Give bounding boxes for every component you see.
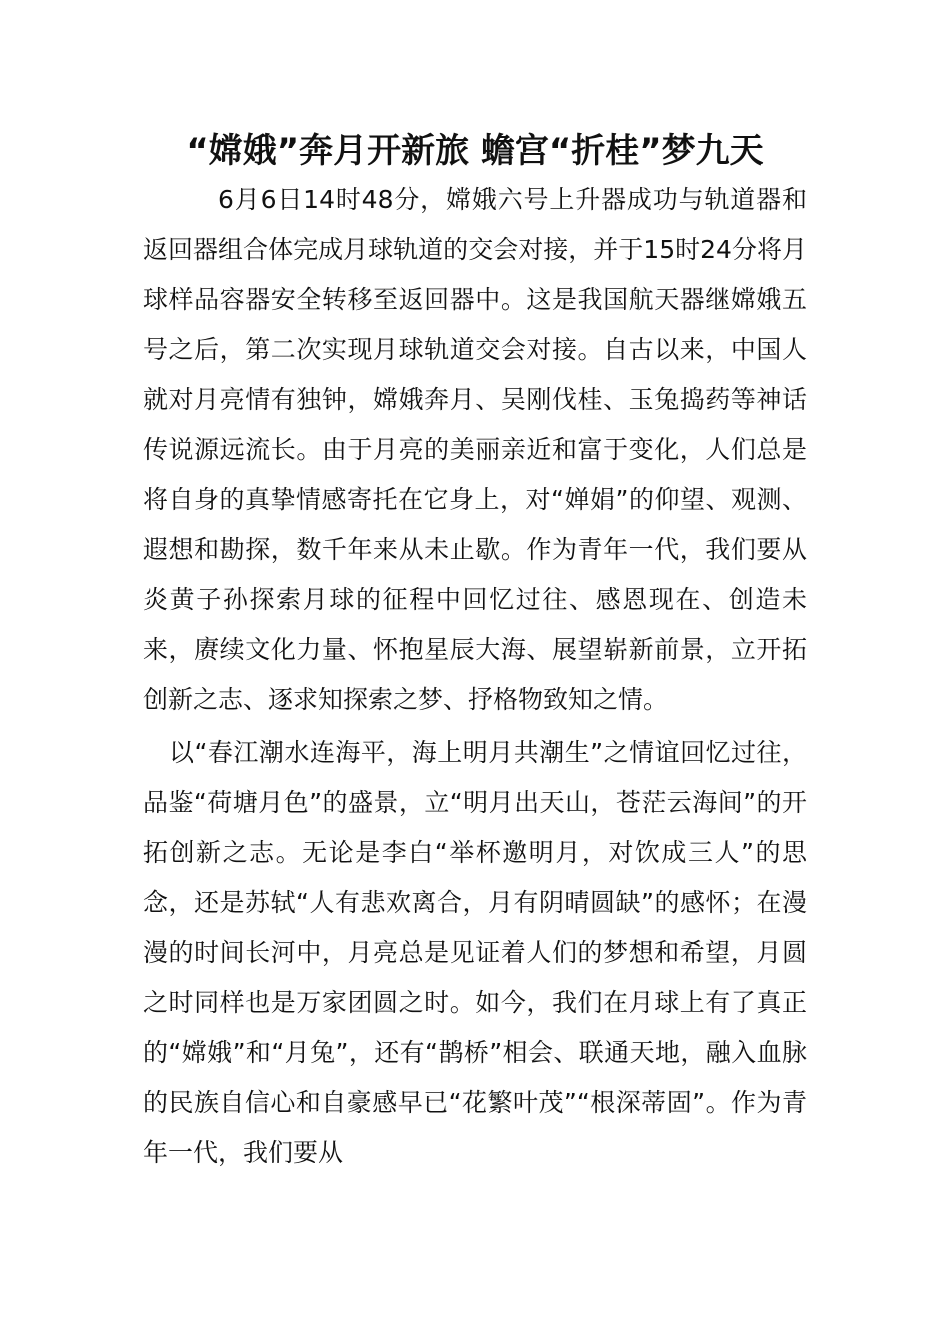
document-title: “嫦娥”奔月开新旅 蟾宫“折桂”梦九天 <box>186 131 764 171</box>
paragraph-1: 6月6日14时48分，嫦娥六号上升器成功与轨道器和返回器组合体完成月球轨道的交会对接，并于15时24分将月球样品容器安全转移至返回器中。这是我国航天器继嫦娥五号之后，第二次实现月球轨道交会对接。自古以来，中国人就对月亮情有独钟，嫦娥奔月、吴刚伐桂、玉兔捣药等神话传说源远流长。由于月亮的美丽亲近和富于变化，人们总是将自身的真挚情感寄托在它身上，对“婵娟”的仰望、观测、遐想和勘探，数千年来从未止歇。作为青年一代，我们要从炎黄子孙探索月球的征程中回忆过往、感恩现在、创造未来，赓续文化力量、怀抱星辰大海、展望崭新前景，立开拓创新之志、逐求知探索之梦、抒格物致知之情。 <box>143 185 807 714</box>
document-body <box>143 175 807 1178</box>
paragraph-2: 以“春江潮水连海平，海上明月共潮生”之情谊回忆过往，品鉴“荷塘月色”的盛景，立“明月出天山，苍茫云海间”的开拓创新之志。无论是李白“举杯邀明月，对饮成三人”的思念，还是苏轼“人有悲欢离合，月有阴晴圆缺”的感怀；在漫漫的时间长河中，月亮总是见证着人们的梦想和希望，月圆之时同样也是万家团圆之时。如今，我们在月球上有了真正的“嫦娥”和“月兔”，还有“鹊桥”相会、联通天地，融入血脉的民族自信心和自豪感早已“花繁叶茂”“根深蒂固”。作为青年一代，我们要从 <box>143 738 807 1167</box>
